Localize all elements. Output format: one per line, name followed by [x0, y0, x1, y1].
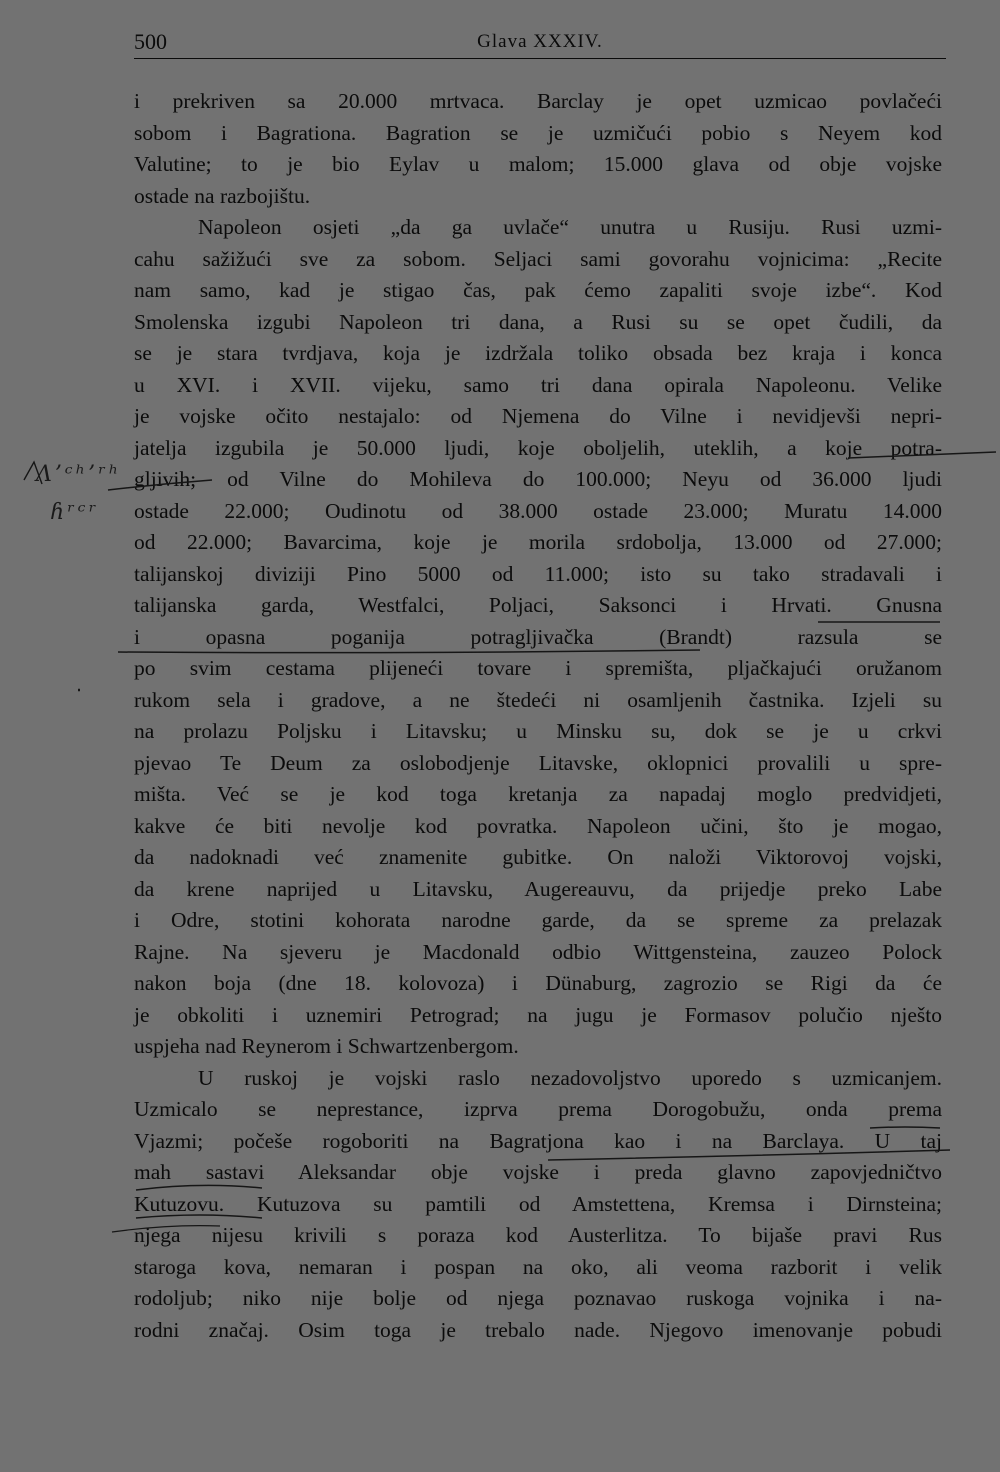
- text-line: da nadoknadi već znamenite gubitke. On naloži Viktorovoj vojski,: [134, 845, 942, 869]
- text-line: na prolazu Poljsku i Litavsku; u Minsku su, dok se je u crkvi: [134, 719, 942, 743]
- text-line: mišta. Već se je kod toga kretanja za napadaj moglo predvidjeti,: [134, 782, 942, 806]
- text-line: talijanska garda, Westfalci, Poljaci, Saksonci i Hrvati. Gnusna: [134, 593, 942, 617]
- text-line: je vojske očito nestajalo: od Njemena do Vilne i nevidjevši nepri-: [134, 404, 942, 428]
- text-line: Smolenska izgubi Napoleon tri dana, a Rusi su se opet čudili, da: [134, 309, 942, 334]
- text-line: ostade na razbojištu.: [134, 183, 311, 208]
- text-line: i opasna poganija potragljivačka (Brandt) razsula se: [134, 624, 942, 649]
- text-line: Napoleon osjeti „da ga uvlače“ unutra u Rusiju. Rusi uzmi-: [198, 215, 942, 239]
- text-line: Rajne. Na sjeveru je Macdonald odbio Wittgensteina, zauzeo Polock: [134, 939, 942, 964]
- body-text: [134, 86, 942, 1346]
- text-line: u XVI. i XVII. vijeku, samo tri dana opirala Napoleonu. Velike: [134, 372, 942, 397]
- text-line: njega nijesu krivili s poraza kod Austerlitza. To bijaše pravi Rus: [134, 1223, 942, 1247]
- margin-handwriting-1: Λ’ᶜʰ’ʳʰ: [36, 462, 122, 487]
- text-line: se je stara tvrdjava, koja je izdržala toliko obsada bez kraja i konca: [134, 341, 942, 365]
- text-line: pjevao Te Deum za oslobodjenje Litavske, oklopnici provalili u spre-: [134, 750, 942, 775]
- text-line: rukom sela i gradove, a ne štedeći ni osamljenih častnika. Izjeli su: [134, 687, 942, 712]
- text-line: jatelja izgubila je 50.000 ljudi, koje oboljelih, uteklih, a koje potra-: [134, 435, 942, 460]
- chapter-title: Glava XXXIV.: [477, 31, 603, 52]
- text-line: od 22.000; Bavarcima, koje je morila srdobolja, 13.000 od 27.000;: [134, 530, 942, 554]
- text-line: rodoljub; niko nije bolje od njega poznavao ruskoga vojnika i na-: [134, 1286, 942, 1310]
- text-line: i prekriven sa 20.000 mrtvaca. Barclay je opet uzmicao povlačeći: [134, 89, 942, 113]
- text-line: nakon boja (dne 18. kolovoza) i Dünaburg, zagrozio se Rigi da će: [134, 971, 942, 995]
- text-line: Uzmicalo se neprestance, izprva prema Dorogobužu, onda prema: [134, 1097, 942, 1121]
- text-line: Valutine; to je bio Eylav u malom; 15.000 glava od obje vojske: [134, 152, 942, 176]
- text-line: sobom i Bagrationa. Bagration se je uzmičući pobio s Neyem kod: [134, 120, 942, 145]
- page-number: 500: [134, 29, 167, 54]
- text-line: cahu sažižući sve za sobom. Seljaci sami govorahu vojnicima: „Recite: [134, 246, 942, 271]
- text-line: Vjazmi; počeše rogoboriti na Bagratjona kao i na Barclaya. U taj: [134, 1128, 942, 1153]
- text-line: uspjeha nad Reynerom i Schwartzenbergom.: [134, 1034, 519, 1058]
- margin-handwriting-2: ɦʳᶜʳ: [50, 500, 100, 525]
- text-line: po svim cestama plijeneći tovare i spremišta, pljačkajući oružanom: [134, 656, 942, 680]
- text-line: nam samo, kad je stigao čas, pak ćemo zapaliti svoje izbe“. Kod: [134, 278, 942, 302]
- text-line: i Odre, stotini kohorata narodne garde, da se spreme za prelazak: [134, 908, 942, 932]
- text-line: rodni značaj. Osim toga je trebalo nade. Njegovo imenovanje pobudi: [134, 1317, 942, 1342]
- text-line: je obkoliti i uznemiri Petrograd; na jugu je Formasov polučio nješto: [134, 1002, 942, 1027]
- text-line: mah sastavi Aleksandar obje vojske i preda glavno zapovjedničtvo: [134, 1160, 942, 1184]
- text-line: da krene naprijed u Litavsku, Augereauvu, da prijedje preko Labe: [134, 876, 942, 901]
- text-line: U ruskoj je vojski raslo nezadovoljstvo uporedo s uzmicanjem.: [198, 1065, 942, 1090]
- text-line: kakve će biti nevolje kod povratka. Napoleon učini, što je mogao,: [134, 813, 942, 838]
- text-line: gljivih; od Vilne do Mohileva do 100.000; Neyu od 36.000 ljudi: [134, 467, 942, 491]
- text-line: ostade 22.000; Oudinotu od 38.000 ostade 23.000; Muratu 14.000: [134, 498, 942, 523]
- text-line: staroga kova, nemaran i pospan na oko, ali veoma razborit i velik: [134, 1254, 942, 1279]
- text-line: Kutuzovu. Kutuzova su pamtili od Amstettena, Kremsa i Dirnsteina;: [134, 1191, 942, 1216]
- text-line: talijanskoj diviziji Pino 5000 od 11.000; isto su tako stradavali i: [134, 561, 942, 586]
- page-header: [134, 26, 946, 59]
